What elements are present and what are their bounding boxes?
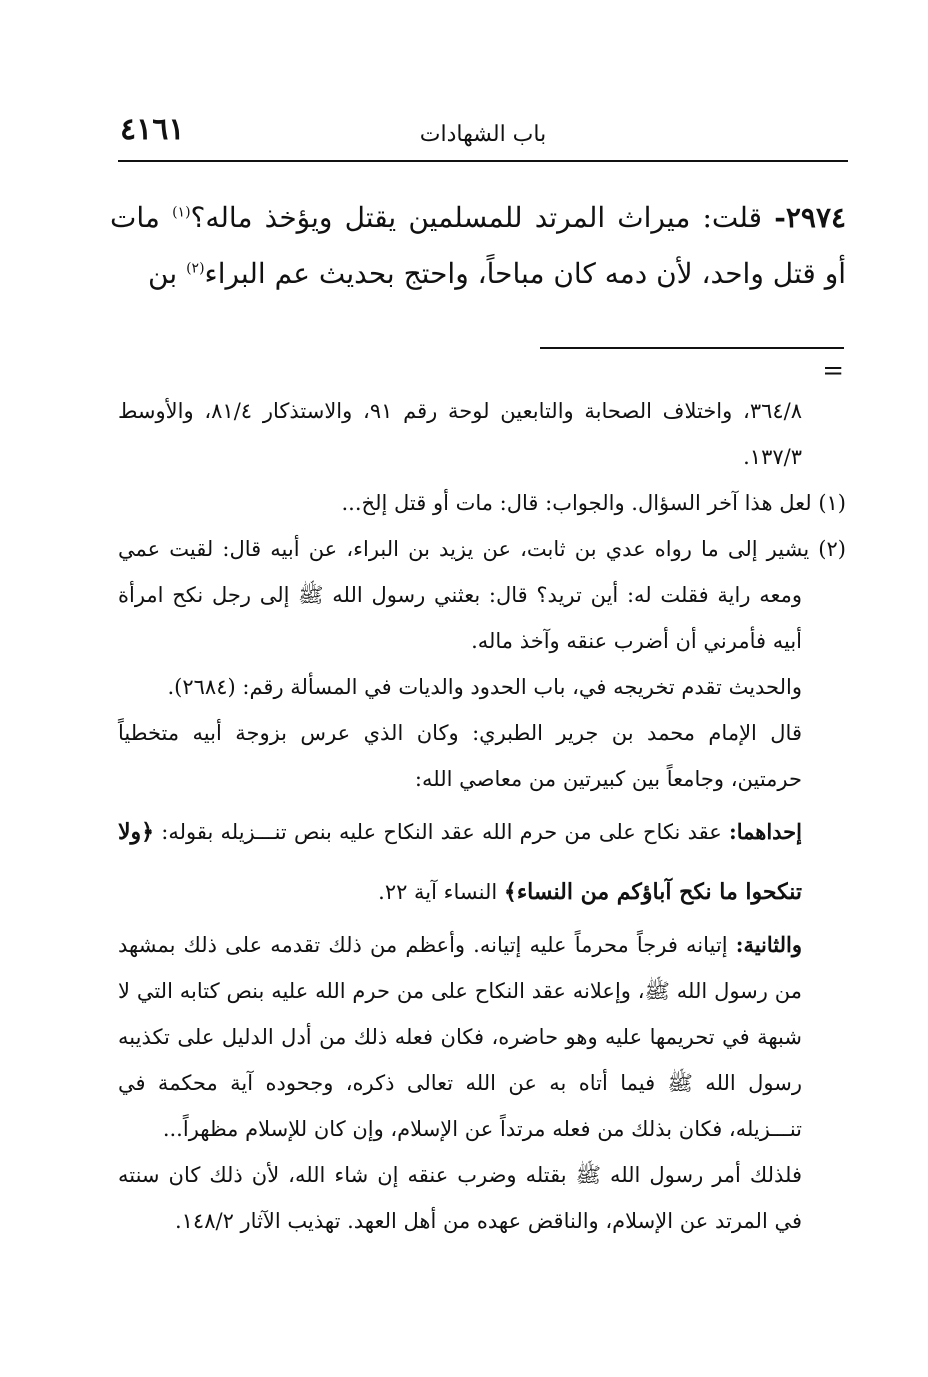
header-rule [118, 160, 848, 162]
footnote-2: (٢) يشير إلى ما رواه عدي بن ثابت، عن يزيد بن البراء، عن أبيه قال: لقيت عمي ومعه راية فقلت له: أين تريد؟ قال: بعثني رسول الله ﷺ إلى رجل نكح امرأة أبيه فأمرني أن أضرب عنقه وآخذ ماله. [118, 537, 846, 653]
entry-text-part1: قلت: ميراث المرتد للمسلمين يقتل ويؤخذ ماله؟ [190, 201, 775, 234]
entry-text-part3: بن [148, 257, 187, 290]
footnote-2-conclusion: فلذلك أمر رسول الله ﷺ بقتله وضرب عنقه إن شاء الله، لأن ذلك كان سنته في المرتد عن الإسلام، والناقض عهده من أهل العهد. تهذيب الآثار ١٤٨/٢. [118, 1163, 802, 1233]
footnote-2-second-point [118, 922, 846, 1152]
first-point-label: إحداهما: [728, 819, 802, 844]
footnote-ref-1: (١) [172, 204, 191, 221]
page-number: ٤١٦١ [120, 112, 185, 147]
footnote-1: (١) لعل هذا آخر السؤال. والجواب: قال: مات أو قتل إلخ... [341, 491, 846, 515]
entry-number: ٢٩٧٤- [774, 201, 847, 234]
quran-verse: ﴿ولا تنكحوا ما نكح آباؤكم من النساء﴾ [118, 819, 802, 905]
running-head: باب الشهادات [419, 122, 547, 147]
footnote-2-first-point [118, 802, 846, 922]
entry-2974 [110, 190, 846, 302]
footnote-carryover: ٣٦٤/٨، واختلاف الصحابة والتابعين لوحة رقم ٩١، والاستذكار ٨١/٤، والأوسط ١٣٧/٣. [118, 399, 803, 469]
first-point-text: عقد نكاح على من حرم الله عقد النكاح عليه بنص تنـــزيله بقوله: [154, 820, 729, 844]
entry-text-part2: مات أو قتل واحد، لأن دمه كان مباحاً، واحتج بحديث عم البراء [110, 201, 846, 290]
second-point-label: والثانية: [735, 932, 802, 957]
second-point-text: إتيانه فرجاً محرماً عليه إتيانه. وأعظم من ذلك تقدمه على ذلك بمشهد من رسول الله ﷺ، وإعلانه عقد النكاح على من حرم الله عليه بنص كتابه التي لا شبهة في تحريمها عليه وهو حاضره، فكان فعله ذلك من أدل الدليل على تكذيبه رسول الله ﷺ فيما أتاه به عن الله تعالى ذكره، وجحوده آية محكمة في تنـــزيله، فكان بذلك من فعله مرتداً عن الإسلام، وإن كان للإسلام مظهراً... [118, 933, 802, 1141]
footnote-separator [540, 347, 844, 349]
footnote-2-reference: والحديث تقدم تخريجه في، باب الحدود والديات في المسألة رقم: (٢٦٨٤). [167, 675, 802, 699]
footnote-ref-2: (٢) [186, 260, 205, 277]
footnotes [118, 388, 846, 1244]
page-header [120, 112, 846, 160]
quran-verse-ref: النساء آية ٢٢. [378, 880, 504, 904]
footnote-2-tabari-quote: قال الإمام محمد بن جرير الطبري: وكان الذي عرس بزوجة أبيه متخطياً حرمتين، وجامعاً بين كبيرتين من معاصي الله: [118, 721, 802, 791]
continuation-mark: = [822, 356, 844, 386]
